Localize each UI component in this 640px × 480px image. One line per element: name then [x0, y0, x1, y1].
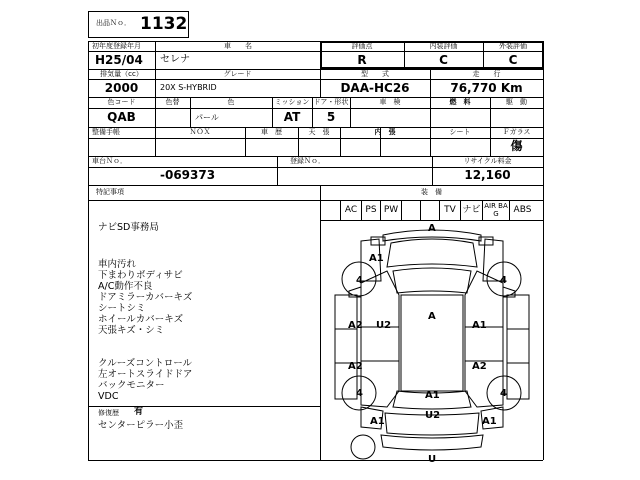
damage-rear-left-corner: A1: [370, 416, 385, 427]
equipment-item: [401, 200, 420, 220]
note-line: 下まわりボディサビ: [98, 270, 183, 281]
note-line: バックモニター: [98, 380, 165, 391]
type-value: DAA-HC26: [340, 81, 410, 95]
note-line: ドアミラーカバーキズ: [98, 292, 193, 303]
chassis-value: -069373: [160, 168, 216, 182]
note-line: A/C動作不良: [98, 281, 153, 292]
equipment-item: [420, 200, 439, 220]
equipment-item: ABS: [509, 200, 535, 220]
roof-label: 天 張: [308, 128, 330, 136]
damage-right-rear-door: A2: [472, 361, 487, 372]
recycle-label: リサイクル料金: [463, 157, 512, 165]
equipment-item: PW: [380, 200, 401, 220]
color-code-value: QAB: [107, 110, 136, 124]
model-label: 車 名: [224, 42, 252, 50]
note-line: シートシミ: [98, 303, 146, 314]
year-label: 初年度登録年月: [92, 42, 141, 50]
repair-detail: センターピラー小歪: [98, 420, 184, 431]
equipment-label: 装 備: [421, 188, 442, 196]
color-value: パール: [195, 113, 219, 122]
fglass-label: Ｆガラス: [502, 128, 531, 136]
transmission-value: AT: [283, 110, 301, 124]
car-diagram: [321, 221, 543, 460]
damage-rear-right-wheel: 4: [500, 388, 507, 399]
transmission-label: ミッション: [274, 98, 310, 106]
damage-rear-left-wheel: 4: [356, 388, 363, 399]
fglass-value: 傷: [510, 139, 523, 153]
grade-label: グレード: [223, 70, 252, 78]
damage-rear-bumper: U: [428, 454, 437, 465]
model-value: セレナ: [160, 54, 190, 65]
left-body-side: [361, 271, 399, 407]
notes-group-1: [98, 222, 159, 233]
equipment-item: AIR BAG: [482, 200, 509, 220]
year-value: H25/04: [95, 53, 143, 67]
fuel-label: 燃 料: [449, 98, 471, 106]
exterior-value: C: [508, 53, 518, 67]
color-code-label: 色コード: [107, 98, 136, 106]
mileage-label: 走 行: [472, 70, 501, 78]
registration-label: 登録Ｎｏ．: [290, 157, 325, 165]
note-line: 車内汚れ: [98, 259, 137, 270]
note-line: クルーズコントロール: [98, 358, 193, 369]
damage-left-front-door: A2: [348, 320, 363, 331]
roof-panel: [401, 295, 463, 391]
note-line: ナビSD事務局: [98, 222, 159, 233]
interior-label: 内装評価: [429, 42, 458, 50]
doors-value: 5: [326, 110, 336, 124]
interior-value: C: [439, 53, 448, 67]
repair-value: 有: [134, 407, 144, 417]
note-line: 天張キズ・シミ: [98, 325, 165, 336]
displacement-value: 2000: [104, 81, 139, 95]
damage-left-rear-door: A2: [348, 361, 363, 372]
damage-front-right-wheel: 4: [500, 275, 507, 286]
lot-number-value: 1132: [140, 14, 188, 34]
damage-rear-upper: A1: [425, 390, 440, 401]
equipment-row: [340, 200, 543, 220]
grade-value: 20X S-HYBRID: [160, 83, 217, 92]
score-value: R: [357, 53, 367, 67]
displacement-label: 排気量（cc）: [100, 70, 143, 78]
history-label: 車 歴: [261, 128, 282, 136]
note-line: ホイールカバーキズ: [98, 314, 184, 325]
score-label: 評価点: [351, 42, 373, 50]
exterior-label: 外装評価: [499, 42, 527, 50]
color-class-label: 色替: [165, 98, 180, 106]
equipment-item: ナビ: [460, 200, 482, 220]
lot-number-label: 出品Ｎｏ．: [96, 19, 131, 27]
damage-rear-right-corner: A1: [482, 416, 497, 427]
notes-group-3: [98, 358, 192, 402]
notes-label: 特記事項: [96, 188, 124, 196]
doors-label: ドア・形状: [313, 98, 349, 106]
drive-label: 駆 動: [506, 98, 527, 106]
rear-bumper: [381, 435, 483, 450]
damage-hood: A: [428, 223, 436, 234]
equipment-item: PS: [361, 200, 380, 220]
damage-front-left-fender: A1: [369, 253, 384, 264]
nox-label: ＮＯＸ: [189, 128, 211, 136]
repair-label: 修復歴: [98, 409, 119, 417]
recycle-value: 12,160: [464, 168, 511, 182]
mileage-value: 76,770 Km: [450, 81, 523, 95]
equipment-item: AC: [340, 200, 361, 220]
spare-wheel: [351, 435, 375, 459]
manual-label: 整備手帳: [92, 128, 120, 136]
right-body-side: [465, 271, 503, 407]
damage-front-left-wheel: 4: [356, 275, 363, 286]
note-line: 左オートスライドドア: [98, 369, 193, 380]
type-label: 型 式: [361, 70, 389, 78]
upholstery-label: 内 張: [374, 128, 396, 136]
color-label: 色: [227, 98, 235, 106]
hood-panel: [387, 239, 477, 267]
left-outer-panel: [335, 295, 357, 399]
inspection-label: 車 検: [379, 98, 401, 106]
damage-roof: A: [428, 311, 436, 322]
note-line: VDC: [98, 391, 119, 402]
notes-group-2: [98, 259, 192, 336]
chassis-label: 車台Ｎｏ．: [92, 157, 127, 165]
damage-left-pillar: U2: [376, 320, 392, 331]
equipment-item: TV: [439, 200, 460, 220]
seat-label: シート: [449, 128, 471, 136]
damage-right-front-door: A1: [472, 320, 487, 331]
windshield: [393, 268, 471, 293]
damage-rear-center: U2: [425, 410, 441, 421]
